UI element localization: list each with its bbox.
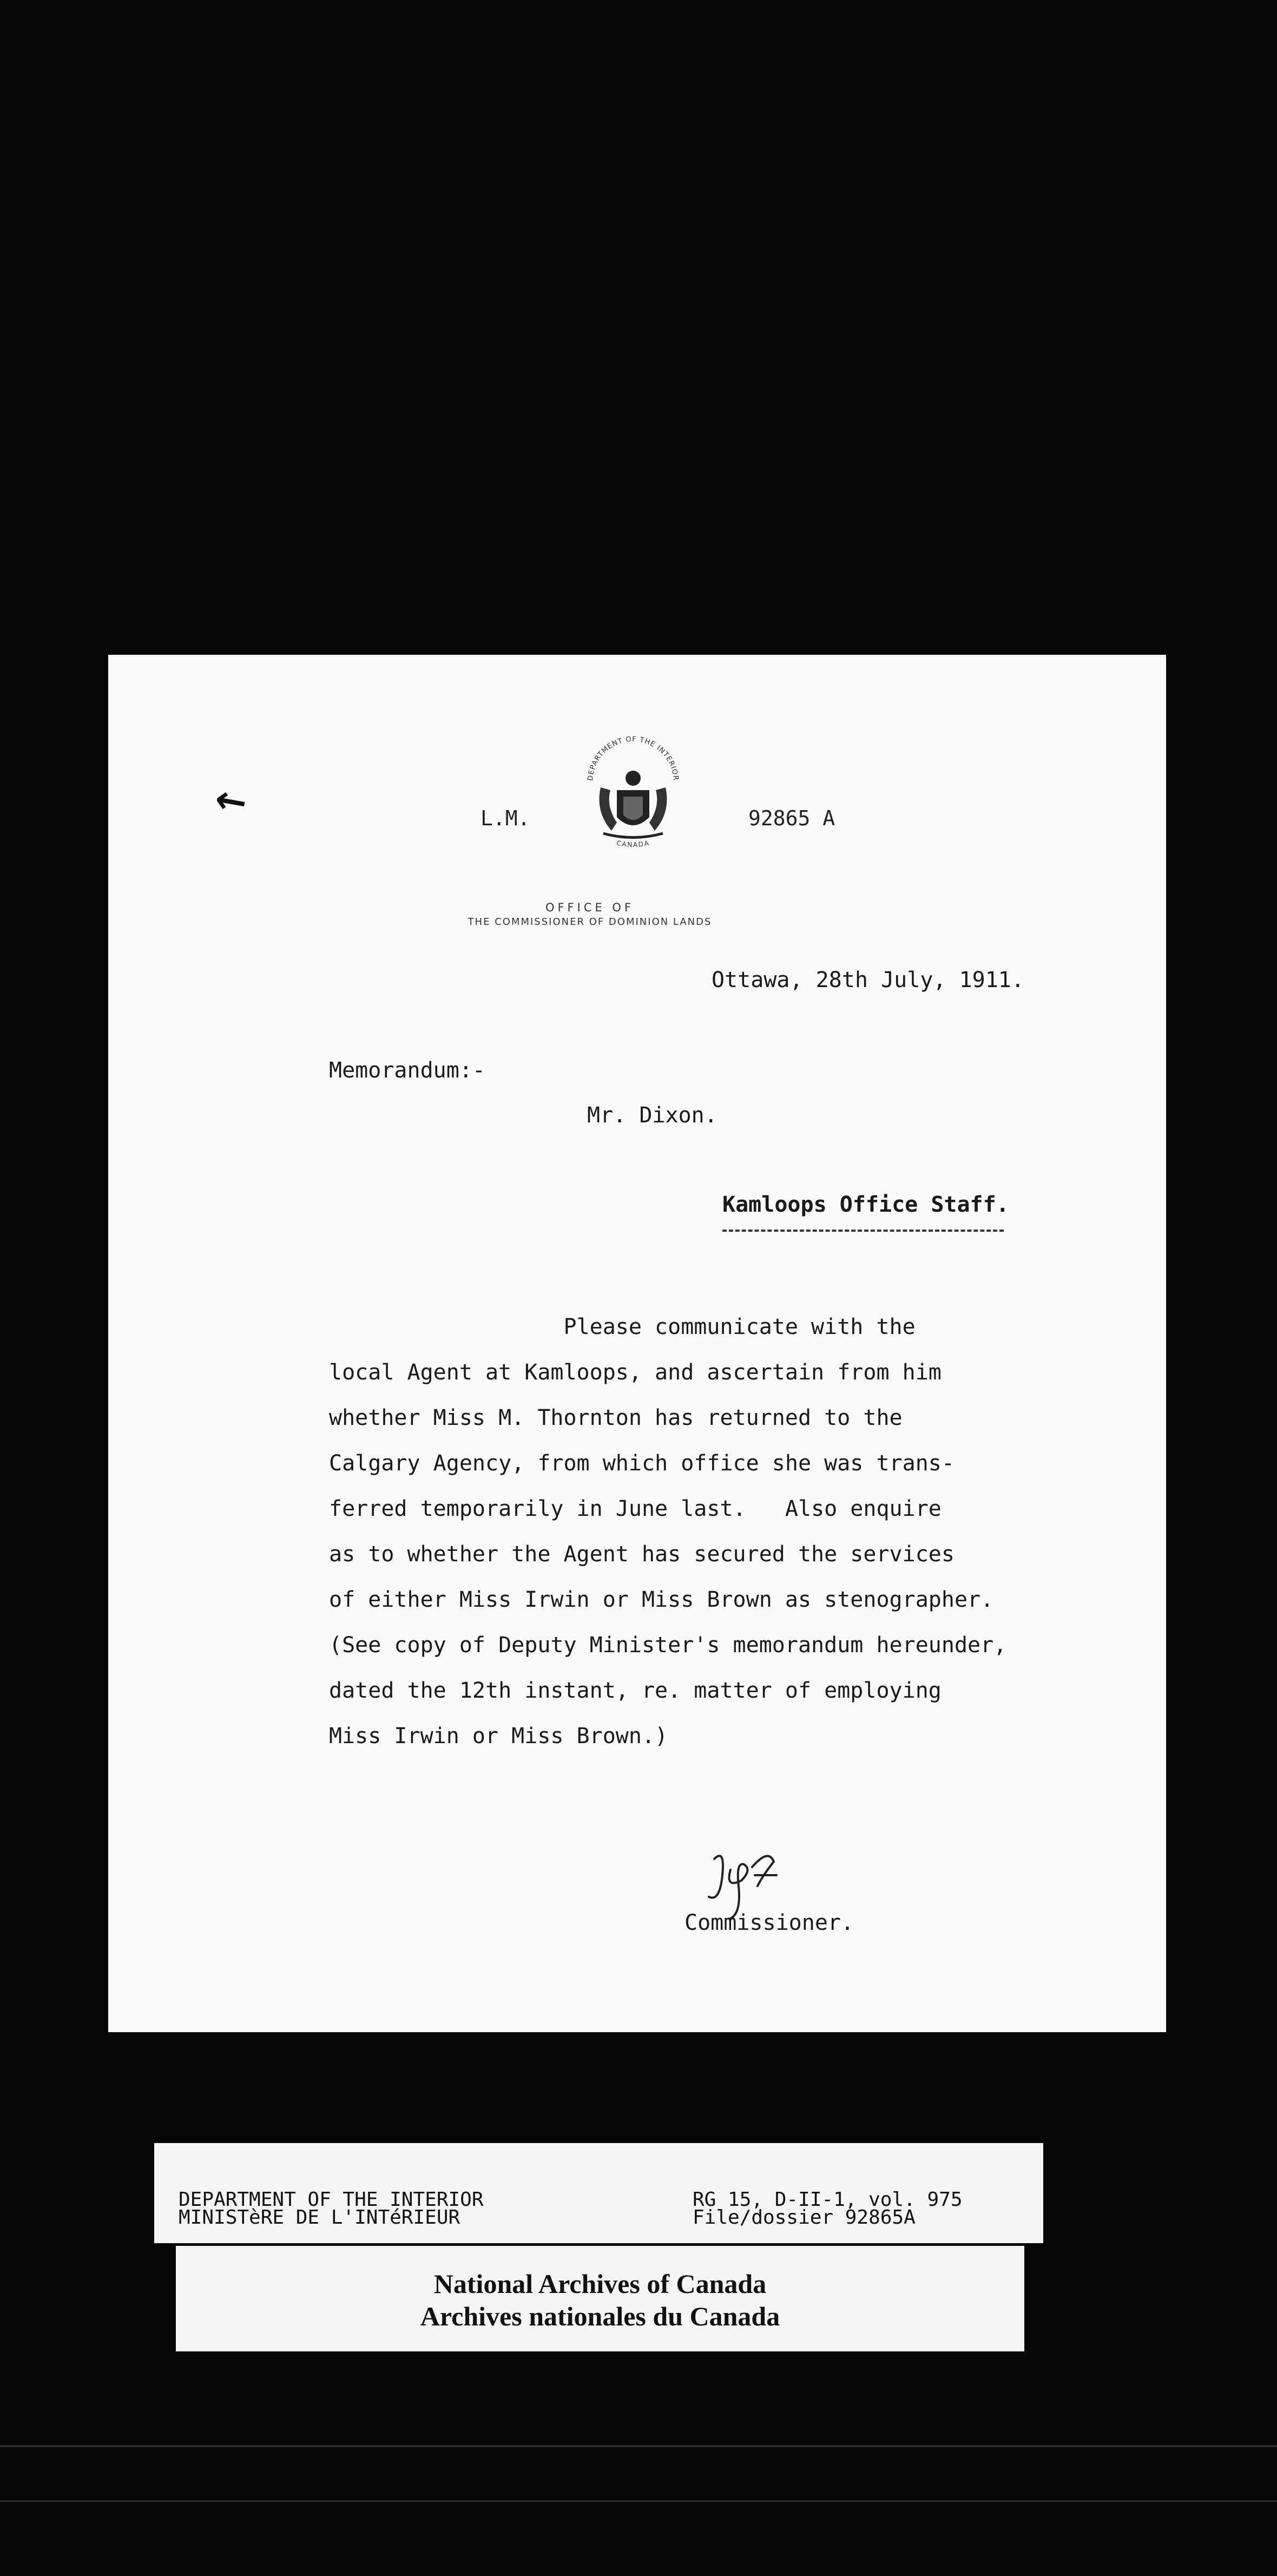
- office-heading: [395, 901, 785, 928]
- body-line: Miss Irwin or Miss Brown.): [329, 1724, 668, 1749]
- body-line: as to whether the Agent has secured the services: [329, 1542, 955, 1567]
- dept-name-fr: MINISTèRE DE L'INTéRIEUR: [179, 2206, 460, 2229]
- body-line: (See copy of Deputy Minister's memorandum hereunder,: [329, 1633, 1007, 1658]
- body-line: Please communicate with the: [329, 1315, 916, 1339]
- archives-name-en: National Archives of Canada: [433, 2269, 767, 2299]
- body-line: Calgary Agency, from which office she was trans-: [329, 1451, 955, 1476]
- file-dossier-ref: File/dossier 92865A: [693, 2206, 916, 2229]
- memo-body: [329, 1304, 1141, 1759]
- body-line: dated the 12th instant, re. matter of employing: [329, 1678, 942, 1703]
- margin-mark: ↖: [205, 775, 257, 830]
- letter-page: [108, 655, 1166, 2032]
- office-line-1: OFFICE OF: [545, 901, 635, 914]
- memo-subject: Kamloops Office Staff.: [722, 1192, 1009, 1217]
- signatory-title: Commissioner.: [684, 1910, 854, 1935]
- body-line: local Agent at Kamloops, and ascertain from him: [329, 1360, 942, 1385]
- crest-top-text: DEPARTMENT OF THE INTERIOR: [586, 735, 680, 781]
- record-group-ref: RG 15, D-II-1, vol. 975: [693, 2189, 963, 2211]
- svg-text:CANADA: [616, 839, 650, 849]
- coat-of-arms-icon: [574, 731, 693, 855]
- letter-date: Ottawa, 28th July, 1911.: [712, 968, 1024, 993]
- file-number: 92865 A: [748, 806, 835, 830]
- film-edge-line: [0, 2500, 1277, 2502]
- office-line-2: THE COMMISSIONER OF DOMINION LANDS: [468, 916, 712, 928]
- crest-bottom-text: CANADA: [616, 839, 650, 849]
- archives-name-label: [176, 2246, 1024, 2351]
- body-line: whether Miss M. Thornton has returned to the: [329, 1405, 903, 1430]
- reference-initials: L.M.: [480, 806, 530, 830]
- memo-salutation: Memorandum:-: [329, 1058, 485, 1083]
- film-edge-line: [0, 2445, 1277, 2447]
- body-line: ferred temporarily in June last. Also enquire: [329, 1496, 942, 1521]
- archives-name-fr: Archives nationales du Canada: [420, 2301, 780, 2331]
- memo-recipient: Mr. Dixon.: [587, 1103, 718, 1128]
- dept-name-en: DEPARTMENT OF THE INTERIOR: [179, 2189, 484, 2211]
- subject-underline: [722, 1230, 1004, 1232]
- archive-reference-label: [154, 2143, 1043, 2243]
- body-line: of either Miss Irwin or Miss Brown as stenographer.: [329, 1587, 994, 1612]
